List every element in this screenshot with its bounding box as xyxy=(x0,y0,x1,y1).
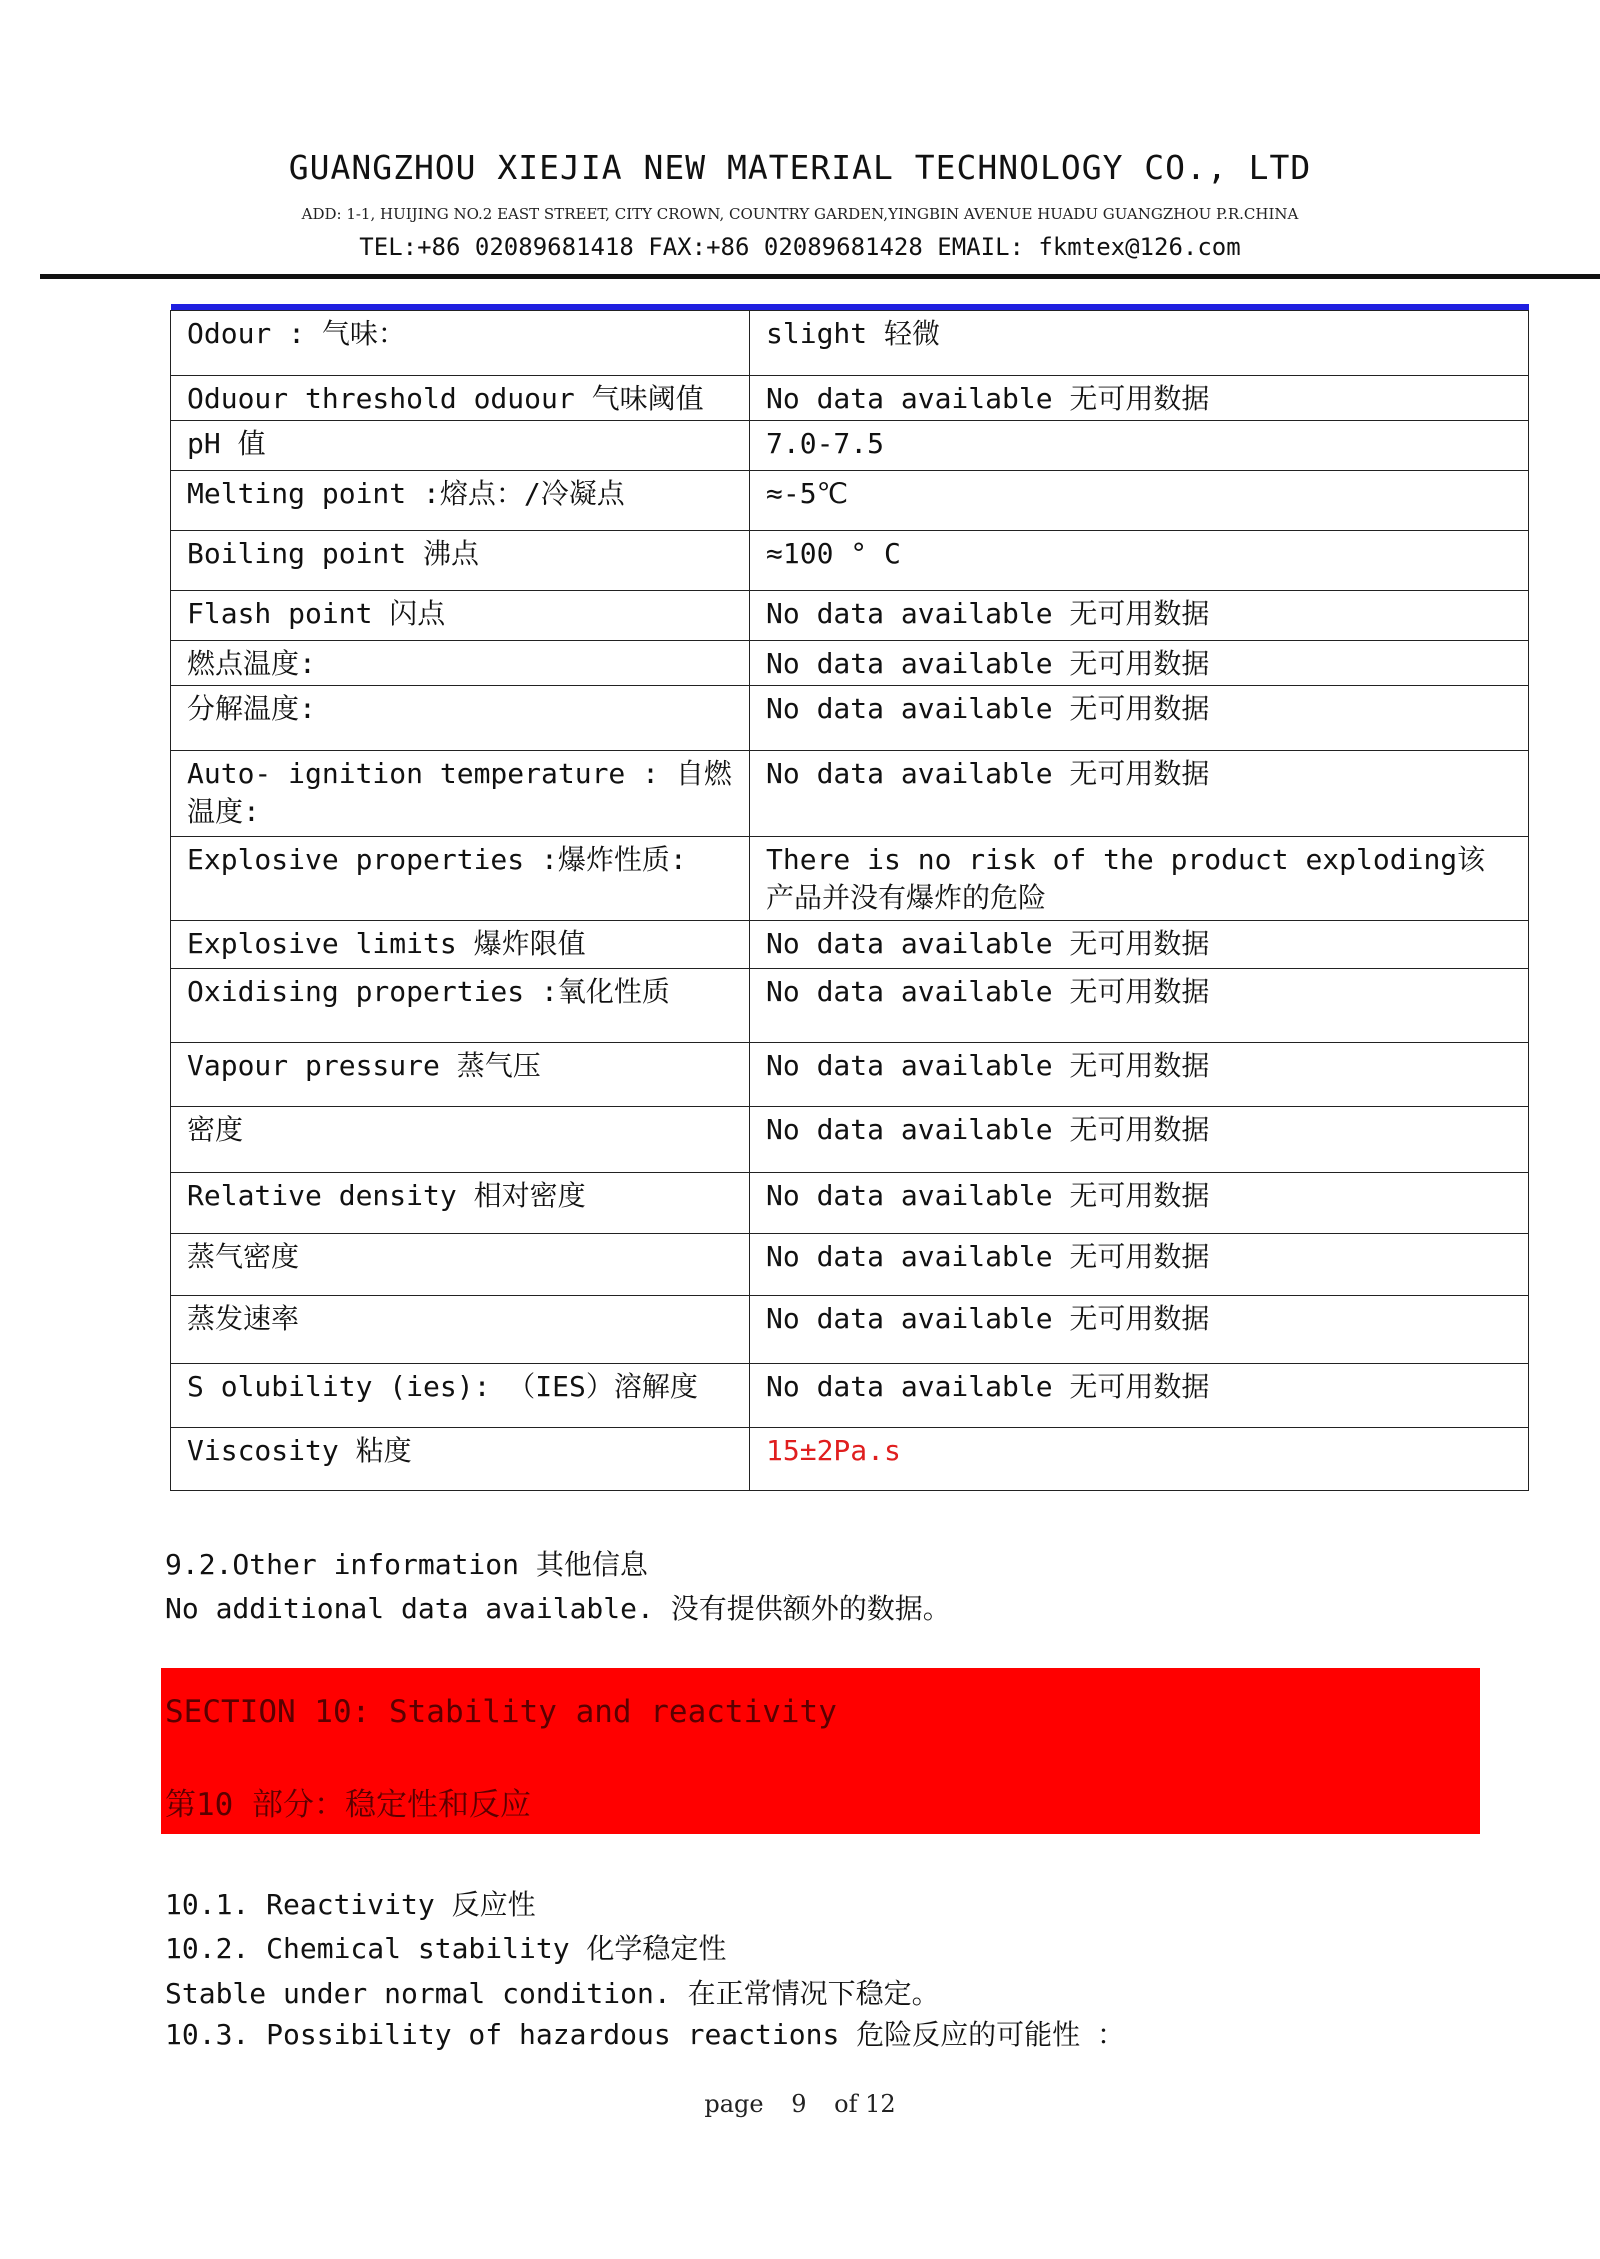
table-row xyxy=(171,837,1529,921)
value-cell: No data available 无可用数据 xyxy=(750,1234,1529,1296)
chemical-stability-text: Stable under normal condition. 在正常情况下稳定。 xyxy=(165,1977,940,2010)
company-address: ADD: 1-1, HUIJING NO.2 EAST STREET, CITY CROWN, COUNTRY GARDEN,YINGBIN AVENUE HUADU GUANGZHOU P.R.CHINA xyxy=(301,205,1299,223)
property-cell: Relative density 相对密度 xyxy=(171,1173,750,1234)
table-row xyxy=(171,311,1529,376)
value-cell: There is no risk of the product exploding该产品并没有爆炸的危险 xyxy=(750,837,1529,921)
value-cell: No data available 无可用数据 xyxy=(750,1043,1529,1107)
property-cell: pH 值 xyxy=(171,421,750,471)
value-cell: No data available 无可用数据 xyxy=(750,641,1529,686)
section-10-title-cn: 第10 部分：稳定性和反应 xyxy=(165,1787,531,1823)
reactivity-heading: 10.1. Reactivity 反应性 xyxy=(165,1888,536,1921)
physical-properties-table xyxy=(170,310,1529,1491)
property-cell: Melting point :熔点：/冷凝点 xyxy=(171,471,750,531)
value-cell: No data available 无可用数据 xyxy=(750,969,1529,1043)
table-row xyxy=(171,751,1529,837)
property-cell: 密度 xyxy=(171,1107,750,1173)
value-cell: No data available 无可用数据 xyxy=(750,1173,1529,1234)
section-10-banner xyxy=(161,1668,1480,1834)
page-number: 9 xyxy=(791,2090,807,2118)
value-cell: No data available 无可用数据 xyxy=(750,751,1529,837)
table-row xyxy=(171,686,1529,751)
hazardous-reactions-heading: 10.3. Possibility of hazardous reactions 危险反应的可能性 ： xyxy=(165,2018,1126,2051)
table-row xyxy=(171,1043,1529,1107)
value-cell: No data available 无可用数据 xyxy=(750,591,1529,641)
value-cell: No data available 无可用数据 xyxy=(750,1296,1529,1364)
table-row xyxy=(171,376,1529,421)
value-cell: No data available 无可用数据 xyxy=(750,921,1529,969)
property-cell: 蒸发速率 xyxy=(171,1296,750,1364)
property-cell: Explosive limits 爆炸限值 xyxy=(171,921,750,969)
table-row xyxy=(171,421,1529,471)
value-cell: No data available 无可用数据 xyxy=(750,1107,1529,1173)
property-cell: Auto- ignition temperature : 自燃温度: xyxy=(171,751,750,837)
property-cell: Oxidising properties :氧化性质 xyxy=(171,969,750,1043)
property-cell: 蒸气密度 xyxy=(171,1234,750,1296)
page-footer xyxy=(0,2090,1600,2118)
table-row xyxy=(171,471,1529,531)
property-cell: Boiling point 沸点 xyxy=(171,531,750,591)
page-total: of 12 xyxy=(834,2090,896,2118)
value-cell: No data available 无可用数据 xyxy=(750,686,1529,751)
other-info-heading: 9.2.Other information 其他信息 xyxy=(165,1548,648,1581)
table-row xyxy=(171,1173,1529,1234)
other-info-text: No additional data available. 没有提供额外的数据。 xyxy=(165,1592,951,1625)
value-cell: No data available 无可用数据 xyxy=(750,376,1529,421)
table-row xyxy=(171,1364,1529,1428)
header-divider xyxy=(40,274,1600,279)
table-row xyxy=(171,921,1529,969)
company-name: GUANGZHOU XIEJIA NEW MATERIAL TECHNOLOGY CO., LTD xyxy=(288,148,1312,187)
table-row xyxy=(171,531,1529,591)
table-row xyxy=(171,1107,1529,1173)
table-row xyxy=(171,1296,1529,1364)
value-cell: ≈100 ° C xyxy=(750,531,1529,591)
value-cell: 7.0-7.5 xyxy=(750,421,1529,471)
property-cell: S olubility (ies): （IES）溶解度 xyxy=(171,1364,750,1428)
section-10-title-en: SECTION 10: Stability and reactivity xyxy=(165,1694,837,1730)
property-cell: Vapour pressure 蒸气压 xyxy=(171,1043,750,1107)
table-row xyxy=(171,969,1529,1043)
value-cell: slight 轻微 xyxy=(750,311,1529,376)
table-row xyxy=(171,1428,1529,1491)
value-cell: ≈-5℃ xyxy=(750,471,1529,531)
chemical-stability-heading: 10.2. Chemical stability 化学稳定性 xyxy=(165,1932,727,1965)
table-row xyxy=(171,591,1529,641)
value-cell: 15±2Pa.s xyxy=(750,1428,1529,1491)
table-row xyxy=(171,641,1529,686)
property-cell: Odour : 气味： xyxy=(171,311,750,376)
page-label: page xyxy=(704,2090,764,2118)
property-cell: Oduour threshold oduour 气味阈值 xyxy=(171,376,750,421)
property-cell: 分解温度: xyxy=(171,686,750,751)
property-cell: 燃点温度: xyxy=(171,641,750,686)
company-contact: TEL:+86 02089681418 FAX:+86 02089681428 EMAIL: fkmtex@126.com xyxy=(359,233,1241,261)
value-cell: No data available 无可用数据 xyxy=(750,1364,1529,1428)
property-cell: Flash point 闪点 xyxy=(171,591,750,641)
property-cell: Explosive properties :爆炸性质: xyxy=(171,837,750,921)
table-row xyxy=(171,1234,1529,1296)
property-cell: Viscosity 粘度 xyxy=(171,1428,750,1491)
